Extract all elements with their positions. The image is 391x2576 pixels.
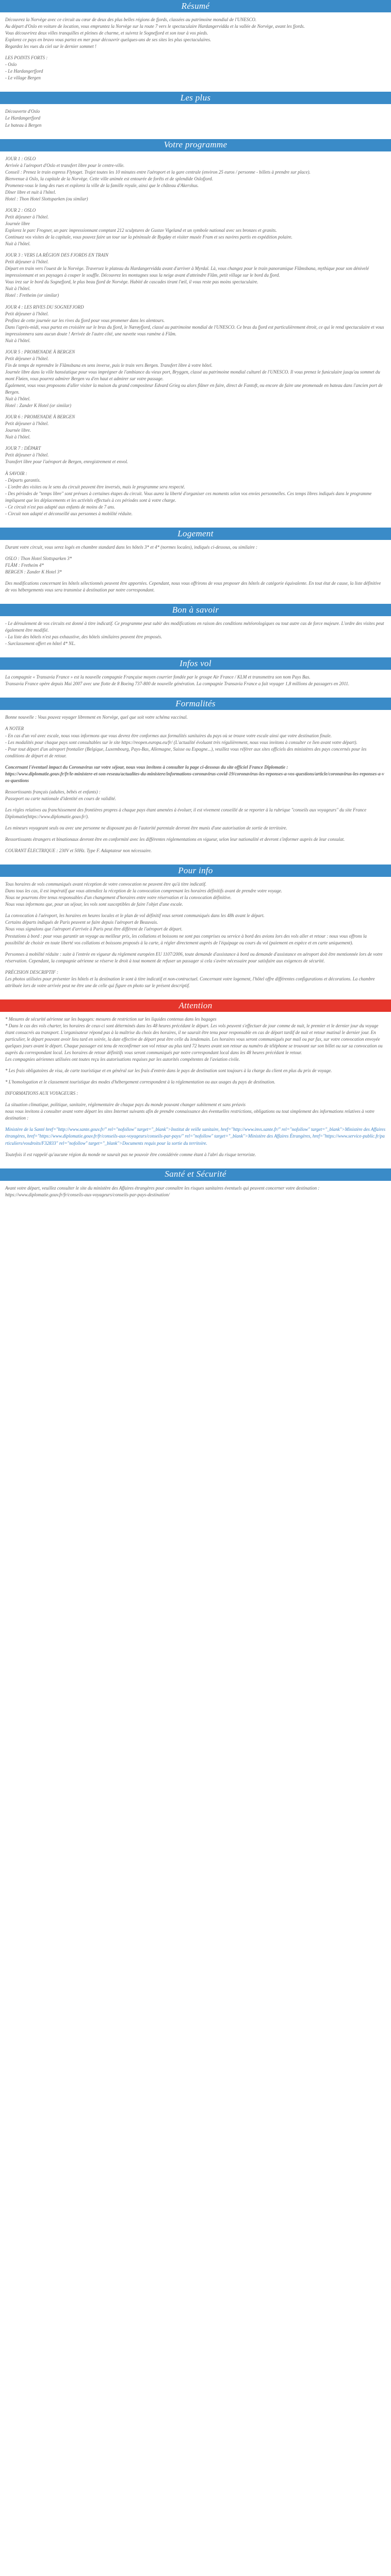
logement-intro: Durant votre circuit, vous serez logés en chambre standard dans les hôtels 3* et 4* (normes locales), indiqués ci-dessous, ou similaire : xyxy=(5,544,257,550)
section-title-plus: Les plus xyxy=(180,93,211,103)
section-sante xyxy=(0,1168,391,1198)
logement-hotels: OSLO : Thon Hotel Slottsparken 3* FLÅM : Fretheim 4* BERGEN : Zander K Hotel 3* xyxy=(5,555,72,574)
section-title-attention: Attention xyxy=(178,1000,213,1010)
section-header-resume xyxy=(0,0,391,12)
formalites-etrangers: Ressortissants étrangers et binationaux devront être en conformité avec les différentes réglementations en vigueur, selon leur nationalité et devront s'informer auprès de leur consulat. xyxy=(5,837,345,842)
section-header-bon-a-savoir xyxy=(0,604,391,616)
page xyxy=(0,0,391,1201)
section-attention xyxy=(0,999,391,1158)
formalites-news: Bonne nouvelle : Vous pouvez voyager librement en Norvège, quel que soit votre schéma vaccinal. xyxy=(5,715,188,720)
section-logement xyxy=(0,528,391,594)
pour-info-horaires: Tous horaires de vols communiqués avant réception de votre convocation ne peuvent être qu'à titre indicatif. Dans tous les cas, il est impératif que vous attendiez la réception de la convocation comprenant les horaires définitifs avant de prendre votre voyage. Nous ne pourrons être tenus responsables d'un changement d'horaires entre votre réservation et la convocation définitive. Nous vous informons que, pour un séjour, les vols sont susceptibles de faire l'objet d'une escale. xyxy=(5,882,282,907)
bon-a-savoir-text: - Le déroulement de vos circuits est donné à titre indicatif. Ce programme peut subir des modifications en raison des conditions météorologiques ou tout autre cas de force majeure. L'ordre des visites peut également être modifié. - La liste des hôtels n'est pas exhaustive, des hôtels similaires peuvent être proposés. - Surclassement offert en hôtel 4* NL. xyxy=(5,621,384,647)
attention-frais: * Les frais obligatoires de visa, de carte touristique et en général sur les frais d'entrée dans le pays de destination sont toujours à la charge du client en plus du prix de voyage. xyxy=(5,1068,332,1074)
programme-day-4: JOUR 4 : LES RIVES DU SOGNEFJORD Petit déjeuner à l'hôtel. Profitez de cette journée sur les rives du fjord pour vous promener dans les alentours. Dans l'après-midi, vous partez en croisière sur le bras du fjord, le Nærøyfjord, classé au patrimoine mondial de l'UNESCO. Ce bras du fjord est particulièrement étroit, ce qui le rend spectaculaire et vous impressionnera sans aucun doute ! Arrivée de l'autre côté, une navette vous ramène à Flåm. Nuit à l'hôtel. xyxy=(5,304,384,343)
section-pour-info xyxy=(0,865,391,989)
section-header-logement xyxy=(0,528,391,540)
formalites-ressortissants: Ressortissants français (adultes, bébés et enfants) : Passeport ou carte nationale d'identité en cours de validité. xyxy=(5,789,117,801)
section-title-resume: Résumé xyxy=(181,1,210,11)
attention-footer: Toutefois il est rappelé qu'aucune région du monde ne saurait pas ne pouvoir être considérée comme étant à l'abri du risque terroriste. xyxy=(5,1151,256,1157)
sante-text: Avant votre départ, veuillez consulter le site du ministère des Affaires étrangères pour connaître les risques sanitaires éventuels qui peuvent concerner votre destination : https://www.diplomatie.gouv.fr/fr/conseils-aux-voyageurs/conseils-par-pays-destination/ xyxy=(5,1185,320,1197)
resume-intro: Découvrez la Norvège avec ce circuit au cœur de deux des plus belles régions de fjords, classées au patrimoine mondial de l'UNESCO. Au départ d'Oslo en voiture de location, vous empruntez la Norvège sur la route 7 vers le spectaculaire Hardangervidda et la vallée de Norvège, avant les fjords. Vous découvrirez deux villes tranquilles et pleines de charme, et suivrez le Sognefjord et son tour à vos pieds. Explorez ce pays en bravo vous partez en mer pour découvrir quelques-uns de ses sites les plus spectaculaires. Regardez les vues du ciel sur le dernier sommet ! xyxy=(5,17,305,49)
section-title-sante: Santé et Sécurité xyxy=(165,1169,226,1179)
pour-info-mobilite: Personnes à mobilité réduite : suite à l'entrée en vigueur du règlement européen EU 1107/2006, toute demande d'assistance à bord ou demande d'assistance en aéroport doit être mentionnée lors de votre réservation. Cependant, la compagnie aérienne se réserve le droit à tout moment de refuser un passager si cela s'avère nécessaire pour satisfaire aux exigences de sécurité. xyxy=(5,951,383,963)
section-title-infos-vol: Infos vol xyxy=(180,658,211,669)
plus-list: Découverte d'Oslo Le Hardangerfjord Le bateau à Bergen xyxy=(5,109,42,128)
programme-day-2: JOUR 2 : OSLO Petit déjeuner à l'hôtel. Journée libre Explorez le parc Frogner, un parc impressionnant comptant 212 sculptures de Gustav Vigeland et un symbole national avec ses bronzes et granits. Continuez vos visites de la capitale, vous pouvez faire un tour sur la péninsule de Bygdøy et visiter musée Fram et ses navires partis en expédition polaire. Nuit à l'hôtel. xyxy=(5,207,292,247)
section-plus xyxy=(0,92,391,128)
formalites-coronavirus: Concernant l'éventuel impact du Coronavirus sur votre séjour, nous vous invitons à consulter la page ci-dessous du site officiel France Diplomatie : https://www.diplomatie.gouv.fr/fr/le-ministere-et-son-reseau/actualites-du-ministere/informations-coronavirus-covid-19/coronavirus-les-reponses-a-vos-questions/article/coronavirus-les-reponses-a-vos-questions xyxy=(5,764,384,783)
formalites-regles: Les règles relatives au franchissement des frontières propres à chaque pays étant amenées à évoluer, il est vivement conseillé de se reporter à la rubrique "conseils aux voyageurs" du site France Diplomatie(https://www.diplomatie.gouv.fr/). xyxy=(5,807,367,819)
section-title-bon-a-savoir: Bon à savoir xyxy=(172,604,219,615)
section-infos-vol xyxy=(0,657,391,687)
programme-day-6: JOUR 6 : PROMENADE À BERGEN Petit déjeuner à l'hôtel. Journée libre. Nuit à l'hôtel. xyxy=(5,414,75,440)
section-title-programme: Votre programme xyxy=(164,140,227,150)
programme-day-5: JOUR 5 : PROMENADE À BERGEN Petit déjeuner à l'hôtel. Fin de temps de reprendre le Flåmsbana en sens inverse, puis le train vers Bergen. Transfert libre à votre hôtel. Journée libre dans la ville hanséatique pour vous imprégner de l'ambiance du vieux port, Bryggen, classé au patrimoine mondial culturel de l'UNESCO. Il vous prenez le funiculaire jusqu'au sommet du mont Fløien, vous pourrez admirer Bergen vu d'en haut et admirer sur votre passage. Également, vous vous proposons d'aller visiter la maison du grand compositeur Edvard Grieg ou alors flâner en faire, direct de Fantoft, ou encore de faire une promenade en bateau dans l'ancien port de Bergen. Nuit à l'hôtel. Hotel : Zander K Hotel (or similar) xyxy=(5,349,383,409)
section-title-pour-info: Pour info xyxy=(178,865,213,875)
programme-day-3: JOUR 3 : VERS LA RÉGION DES FJORDS EN TRAIN Petit déjeuner à l'hôtel. Départ en train vers l'ouest de la Norvège. Traversez le plateau du Hardangervidda avant d'arriver à Myrdal. Là, vous changez pour le train panoramique Flåmsbana, mythique pour son dénivelé impressionnant et ses paysages à couper le souffle. Découvrez les montagnes sous la neige avant d'atteindre Flåm, petit village sur le bord du fjord. Vous irez sur le bord du Sognefjord, le plus beau fjord de Norvège. Habité de cascades tirant l'œil, il vous reste pas moins spectaculaire. Nuit à l'hôtel. Hotel : Fretheim (or similar) xyxy=(5,252,369,298)
section-header-sante xyxy=(0,1168,391,1181)
resume-highlights: LES POINTS FORTS : - Oslo - Le Hardangerfjord - Le village Bergen xyxy=(5,55,48,81)
programme-day-1: JOUR 1 : OSLO Arrivée à l'aéroport d'Oslo et transfert libre pour le centre-ville. Conseil : Prenez le train express Flytoget. Trajet toutes les 10 minutes entre l'aéroport et la gare centrale (environ 25 euros / personne - billets à prendre sur place). Bienvenue à Oslo, la capitale de la Norvège. Cette ville animée est entourée de forêts et de splendide Oslofjord. Promenez-vous le long des rues et explorez la ville de la famille royale, ainsi que le château d'Akershus. Dîner libre et nuit à l'hôtel. Hotel : Thon Hotel Slottsparken (ou similar) xyxy=(5,156,311,201)
section-header-formalites xyxy=(0,698,391,710)
section-header-attention xyxy=(0,999,391,1012)
section-header-plus xyxy=(0,92,391,104)
attention-mesures: * Mesures de sécurité aérienne sur les bagages: mesures de restriction sur les liquides contenus dans les bagages * Dans le cas des vols charter, les horaires de ceux-ci sont déterminés dans les 48 heures précédant le départ. Les vols peuvent s'effectuer de jour comme de nuit, le premier et le dernier jour du voyage étant consacrés au transport. L'organisateur répond pas à la maîtrise du choix des horaires, il ne saurait être tenu pour responsable en cas de départ tardif de nuit et retour matinal le dernier jour. En particulier, le départ pouvant avoir lieu tard en soirée, la date effective de départ peut être celle du lendemain. Les horaires vous seront communiqués par mail ou par fax, sur votre convocation envoyée quelques jours avant le départ. Chaque passager est tenu de reconfirmer son vol retour au plus tard 72 heures avant son retour au numéro de téléphone se trouvant sur son billet ou sur sa convocation ou auprès du correspondant local. Les horaires de retour définitifs vous seront communiqués par notre correspondant local dans les 48 heures précédant le retour. Les compagnies aériennes utilisées ont toutes reçu les autorisations requises par les autorités compétentes de l'aviation civile. xyxy=(5,1016,383,1062)
section-title-logement: Logement xyxy=(177,528,214,538)
infos-vol-text: La compagnie « Transavia France » est la nouvelle compagnie Française moyen courrier fondée par le groupe Air France / KLM et transmettra son nom Pays Bas. Transavia France opère depuis Mai 2007 avec une flotte de 8 Boeing 737-800 de nouvelle génération. La compagnie Transavia France a fait voyager 1,8 millions de passagers en 2011. xyxy=(5,674,350,687)
formalites-courant: COURANT ÉLECTRIQUE : 230V et 50Hz. Type F. Adaptateur non nécessaire. xyxy=(5,848,152,854)
logement-note: Des modifications concernant les hôtels sélectionnés peuvent être apportées. Cependant, nous vous offrirons de vous proposer des hôtels de catégorie équivalente. En tout état de cause, la liste définitive de vos hébergements vous sera transmise à destination par notre correspondant. xyxy=(5,581,381,593)
section-header-pour-info xyxy=(0,865,391,877)
attention-situation: La situation climatique, politique, sanitaire, réglementaire de chaque pays du monde pouvant changer subitement et sans préavis nous vous invitons à consulter avant votre départ les sites Internet suivants afin de prendre connaissance des éventuelles restrictions, obligations ou tout simplement des informations relatives à votre destination : xyxy=(5,1102,374,1121)
section-header-programme xyxy=(0,139,391,151)
programme-a-savoir: À SAVOIR : - Départs garantis. - L'ordre des visites ou le sens du circuit peuvent être inversés, mais le programme sera respecté. - Des périodes de "temps libre" sont prévues à certaines étapes du circuit. Vous aurez la liberté d'organiser ces moments selon vos envies personnelles. Ces temps libres indiqués dans le programme impliquent que les déplacements et les activités effectués à ces périodes sont à votre charge. - Ce circuit n'est pas adapté aux enfants de moins de 7 ans. - Circuit non adapté et déconseillé aux personnes à mobilité réduite. xyxy=(5,470,372,516)
section-resume xyxy=(0,0,391,81)
attention-links[interactable]: Ministère de la Santé href="http://www.sante.gouv.fr/" rel="nofollow" target="_blank">Institut de veille sanitaire, href="http://www.invs.sante.fr/" rel="nofollow" target="_blank">Ministère des Affaires étrangères, href="https://www.diplomatie.gouv.fr/fr/conseils-aux-voyageurs/conseils-par-pays/" rel="nofollow" target="_blank">Ministère des Affaires Étrangères, href="https://www.service-public.fr/particuliers/vosdroits/F32833" rel="nofollow" target="_blank">Documents requis pour la sortie du territoire. xyxy=(5,1127,387,1146)
attention-homologation: * L'homologation et le classement touristique des modes d'hébergement correspondent à la réglementation ou aux usages du pays de destination. xyxy=(5,1079,275,1085)
section-bon-a-savoir xyxy=(0,604,391,647)
formalites-a-noter: A NOTER - En cas d'un vol avec escale, nous vous informons que vous devrez être conformes aux formalités sanitaires du pays où se trouve votre escale ainsi que votre destination finale. - Les modalités pour chaque pays sont consultables sur le site https://reopen.europa.eu/fr/ (L'actualité évoluant très régulièrement, nous vous invitons à consulter ce lien avant votre départ). - Pour tout départ d'un aéroport frontalier (Belgique, Luxembourg, Pays-Bas, Allemagne, Suisse ou Espagne...), veuillez vous référer aux sites officiels des ministères des pays concernés pour les conditions de départ et de retour. xyxy=(5,726,367,758)
section-header-infos-vol xyxy=(0,657,391,670)
formalites-mineurs: Les mineurs voyageant seuls ou avec une personne ne disposant pas de l'autorité parentale devront être munis d'une autorisation de sortie de territoire. xyxy=(5,825,287,831)
attention-infos-heading: INFORMATIONS AUX VOYAGEURS : xyxy=(5,1091,78,1096)
programme-day-7: JOUR 7 : DÉPART Petit déjeuner à l'hôtel. Transfert libre pour l'aéroport de Bergen, enregistrement et envol. xyxy=(5,446,128,465)
section-title-formalites: Formalités xyxy=(175,699,216,709)
pour-info-convocation: La convocation à l'aéroport, les horaires en heures locales et le plan de vol définitif vous seront communiqués dans les 48h avant le départ. Certains départs indiqués de Paris peuvent se faire depuis l'aéroport de Beauvais. Nous vous signalons que l'aéroport d'arrivée à Paris peut être différent de l'aéroport de départ. Prestations à bord : pour vous garantir un voyage au meilleur prix, les collations et boissons ne sont pas comprises ou service à bord des avions lors des vols aller et retour : nous vous offrons la possibilité de choisir en toute liberté vos collations et boissons proposés à la carte, à régler directement auprès de l'équipage ou cours du vol (paiement en espèce et en carte uniquement). xyxy=(5,913,367,945)
section-formalites xyxy=(0,698,391,854)
pour-info-precision: PRÉCISION DESCRIPTIF : Les photos utilisées pour présenter les hôtels et la destination le sont à titre indicatif et non-contractuel. Concernant votre logement, l'hôtel offre différentes configurations et décorations. La chambre attribuée lors de votre arrivée peut ne être une de celle qui figure en photo sur le présent descriptif. xyxy=(5,969,375,988)
section-programme xyxy=(0,139,391,517)
